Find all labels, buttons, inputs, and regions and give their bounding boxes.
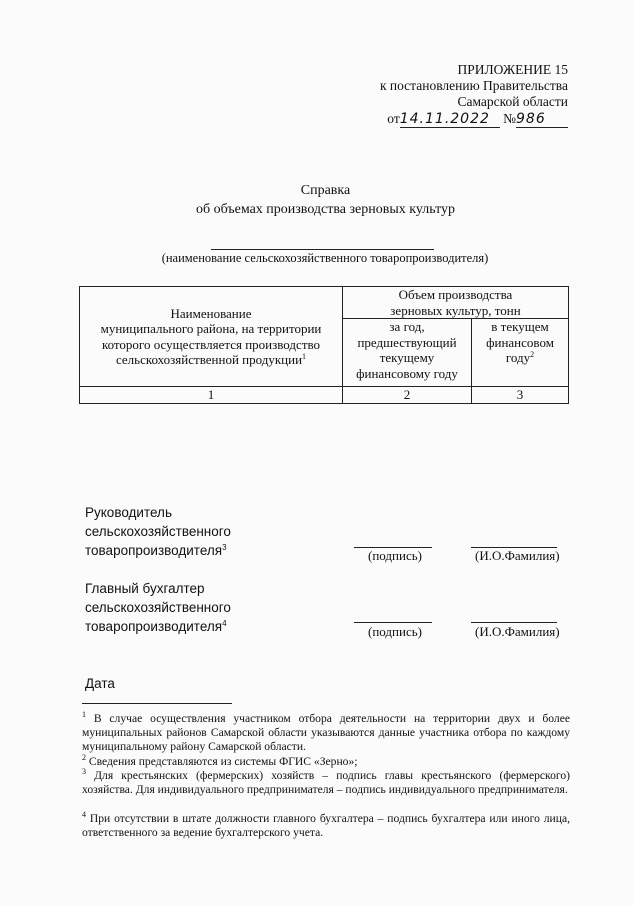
footnote-2-number: 2: [82, 753, 86, 762]
date-prefix: от: [387, 111, 400, 126]
footnote-ref-2: 2: [530, 350, 535, 359]
header-prev-line4: финансовому году: [356, 365, 458, 381]
accountant-signature-line: [354, 622, 432, 623]
footnote-3-text: Для крестьянских (фермерских) хозяйств – подпись главы крестьянского (фермерского) хозяйства. Для индивидуального предпринимателя – подпись индивидуального предпринимателя.: [82, 769, 570, 796]
appendix-header: [380, 62, 568, 128]
header-prev-line2: предшествующий: [357, 334, 457, 350]
production-table: [79, 286, 569, 404]
accountant-signature-caption: (подпись): [368, 624, 422, 639]
role-accountant-line3: товаропроизводителя: [85, 619, 223, 634]
footnote-1-number: 1: [82, 710, 86, 719]
head-signature-caption: (подпись): [368, 548, 422, 563]
header-cur-line1: в текущем: [491, 319, 549, 334]
accountant-name-line: [471, 622, 557, 623]
document-title-block: [0, 181, 633, 219]
signature-role-head: [85, 503, 231, 560]
footnote-ref-1: 1: [302, 352, 307, 361]
footnote-4-text: При отсутствии в штате должности главного бухгалтера – подпись бухгалтера или иного лица, ответственного за ведение бухгалтерского учета.: [82, 812, 571, 839]
appendix-resolution-line: к постановлению Правительства: [379, 78, 568, 93]
role-accountant-line2: сельскохозяйственного: [85, 600, 231, 615]
producer-caption: (наименование сельскохозяйственного товаропроизводителя): [161, 251, 489, 265]
header-district-line4: сельскохозяйственной продукции: [115, 352, 303, 367]
footnote-2: [82, 755, 570, 769]
header-previous-year: [343, 319, 472, 387]
accountant-name-caption: (И.О.Фамилия): [475, 624, 560, 639]
footnote-1: [82, 712, 570, 754]
role-head-line3: товаропроизводителя: [85, 543, 223, 558]
appendix-date-number: [380, 111, 568, 128]
footnote-ref-4: 4: [222, 619, 227, 628]
header-cur-line3: году: [505, 350, 531, 365]
number-sign: №: [503, 111, 516, 126]
column-number-3: 3: [472, 387, 569, 404]
header-district-line1: Наименование: [170, 305, 252, 321]
document-title: Справка: [300, 183, 351, 198]
footnote-separator: [82, 703, 232, 704]
signature-role-accountant: [85, 579, 231, 636]
header-district-line2: муниципального района, на территории: [100, 321, 322, 336]
header-district-line3: которого осуществляется производство: [101, 336, 321, 352]
header-volume-line1: Объем производства: [398, 287, 513, 302]
footnote-3-number: 3: [82, 767, 86, 776]
footnote-1-text: В случае осуществления участником отбора деятельности на территории двух и более муниципальных районов Самарской области указываются данные участника отбора по каждому муниципальному району Самарской области.: [82, 712, 570, 753]
footnote-4-number: 4: [82, 810, 86, 819]
header-district: [80, 287, 343, 387]
footnote-2-text: Сведения представляются из системы ФГИС «Зерно»;: [88, 755, 358, 768]
header-cur-line2: финансовом: [486, 334, 554, 350]
header-prev-line3: текущему: [379, 350, 435, 365]
footnote-ref-3: 3: [222, 543, 227, 552]
document-subtitle: об объемах производства зерновых культур: [195, 202, 456, 217]
appendix-title: ПРИЛОЖЕНИЕ 15: [457, 62, 568, 77]
role-head-line1: Руководитель: [85, 505, 172, 520]
date-label: Дата: [85, 676, 115, 691]
column-number-1: 1: [80, 387, 343, 404]
role-accountant-line1: Главный бухгалтер: [85, 581, 205, 596]
handwritten-number: 986: [516, 111, 568, 128]
footnote-3: [82, 769, 570, 797]
appendix-region-line: Самарской области: [457, 94, 568, 109]
footnote-4: [82, 812, 570, 840]
header-volume-line2: зерновых культур, тонн: [390, 302, 521, 318]
producer-name-line: [211, 249, 434, 250]
handwritten-date: 14.11.2022: [400, 111, 500, 128]
header-volume-group: [343, 287, 569, 319]
head-name-caption: (И.О.Фамилия): [475, 548, 560, 563]
header-current-year: [472, 319, 569, 387]
header-prev-line1: за год,: [389, 319, 425, 334]
role-head-line2: сельскохозяйственного: [85, 524, 231, 539]
column-number-2: 2: [343, 387, 472, 404]
